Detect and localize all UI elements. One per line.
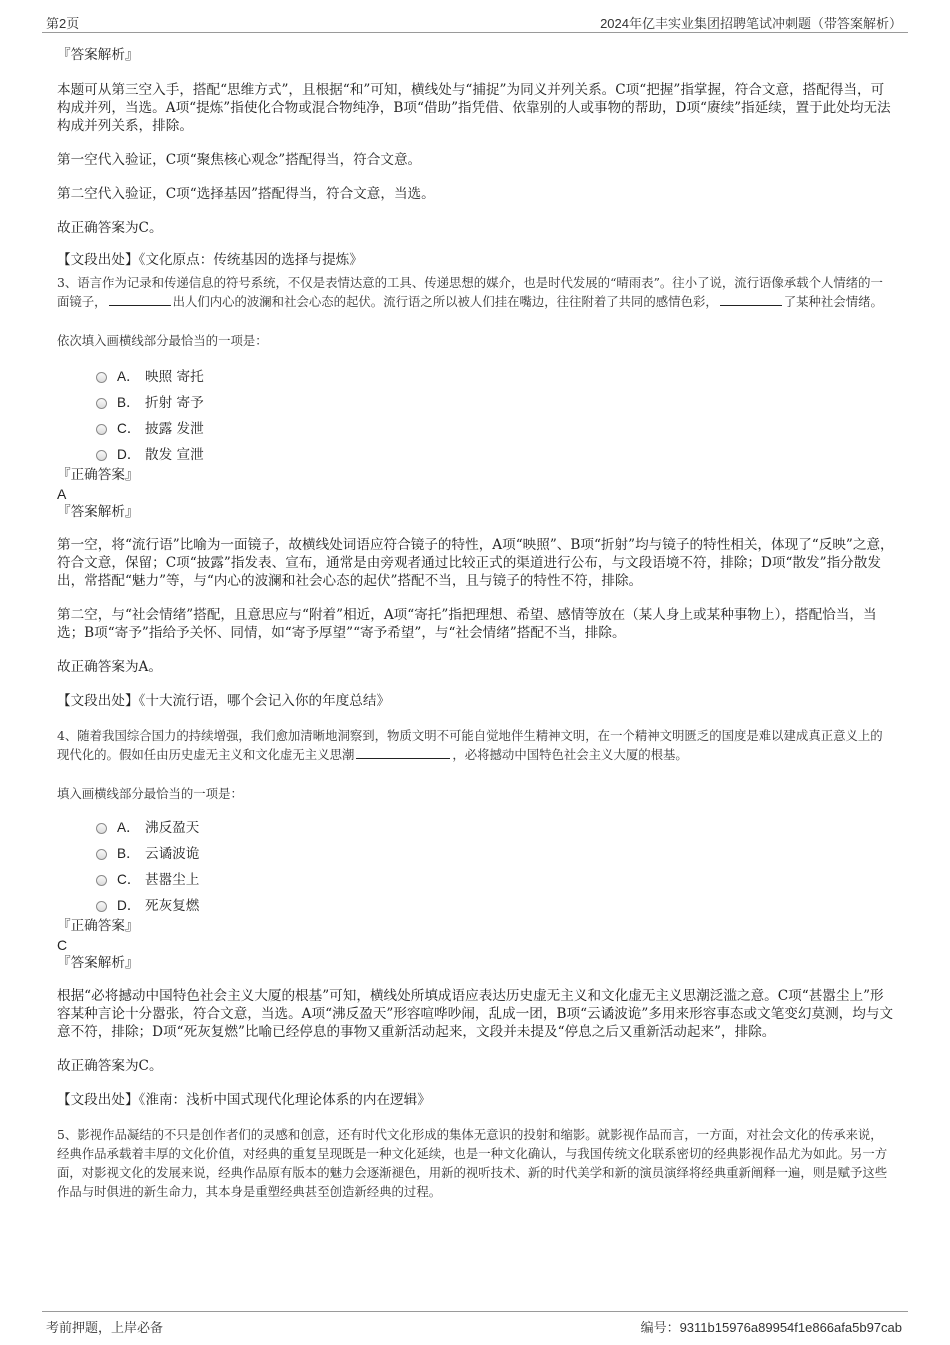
q4-options: [57, 813, 895, 917]
q3-analysis-para2: 第二空，与“社会情绪”搭配，且意思应与“附着”相近，A项“寄托”指把理想、希望、感情等放在（某人身上或某种事物上），搭配恰当，当选；B项“寄予”指给予关怀、同情，如“寄予厚望”“寄予希望”，与“社会情绪”搭配不当，排除。: [57, 607, 877, 641]
footer-slogan: 考前押题，上岸必备: [46, 1320, 164, 1335]
q3-stem-part3: 了某种社会情绪。: [783, 294, 883, 309]
q3-stem-part1: 3、语言作为记录和传递信息的符号系统，不仅是表情达意的工具、传递思想的媒介，也是时代发展的“晴雨表”。往小了说，流行语像承载个人情绪的一面镜子，: [57, 275, 883, 309]
q3-correct-answer: A: [57, 486, 67, 502]
radio-icon[interactable]: [96, 398, 107, 409]
q3-analysis-label: 『答案解析』: [57, 504, 139, 520]
q4-prompt: 填入画横线部分最恰当的一项是：: [57, 786, 243, 801]
q5-stem: 5、影视作品凝结的不只是创作者们的灵感和创意，还有时代文化形成的集体无意识的投射和缩影。就影视作品而言，一方面，对社会文化的传承来说，经典作品承载着丰厚的文化价值，对经典的重复呈现既是一种文化延续，也是一种文化确认，与我国传统文化联系密切的经典影视作品尤为如此。另一方面，对影视文化的发展来说，经典作品原有版本的魅力会逐渐褪色，用新的视听技术、新的时代美学和新的演员演绎将经典重新阐释一遍，则是赋予这些作品与时俱进的新生命力，其本身是重塑经典甚至创造新经典的过程。: [57, 1127, 888, 1199]
q4-analysis-label: 『答案解析』: [57, 955, 139, 971]
q3-option-d[interactable]: D． 散发 宣泄: [96, 440, 895, 466]
q2-analysis-label: 『答案解析』: [57, 47, 139, 63]
radio-icon[interactable]: [96, 875, 107, 886]
q4-source: 【文段出处】《淮南：浅析中国式现代化理论体系的内在逻辑》: [57, 1092, 431, 1108]
radio-icon[interactable]: [96, 372, 107, 383]
q4-correct-label: 『正确答案』: [57, 918, 139, 934]
q3-option-a[interactable]: A． 映照 寄托: [96, 362, 895, 388]
radio-icon[interactable]: [96, 849, 107, 860]
page-footer: [42, 1311, 908, 1338]
q4-blank: [356, 745, 450, 759]
radio-icon[interactable]: [96, 424, 107, 435]
q4-analysis-para1: 根据“必将撼动中国特色社会主义大厦的根基”可知，横线处所填成语应表达历史虚无主义和文化虚无主义思潮泛滥之意。C项“甚嚣尘上”形容某种言论十分嚣张，符合文意，当选。A项“沸反盈天”形容喧哗吵闹，乱成一团，B项“云谲波诡”多用来形容事态或文笔变幻莫测，均与文意不符，排除；D项“死灰复燃”比喻已经停息的事物又重新活动起来，文段并未提及“停息之后又重新活动起来”，排除。: [57, 988, 894, 1040]
q3-options: [57, 362, 895, 466]
q2-analysis-para1: 本题可从第三空入手，搭配“思维方式”，且根据“和”可知，横线处与“捕捉”为同义并列关系。C项“把握”指掌握，符合文意，搭配得当，可构成并列，当选。A项“提炼”指使化合物或混合物纯净，B项“借助”指凭借、依靠别的人或事物的帮助，D项“赓续”指延续，置于此处均无法构成并列关系，排除。: [57, 82, 891, 134]
q3-option-c[interactable]: C． 披露 发泄: [96, 414, 895, 440]
q3-analysis-para1: 第一空，将“流行语”比喻为一面镜子，故横线处词语应符合镜子的特性，A项“映照”、B项“折射”均与镜子的特性相关，体现了“反映”之意，符合文意，保留；C项“披露”指发表、宣布，通常是由旁观者通过比较正式的渠道进行公布，与文段语境不符，排除；D项“散发”指分散发出，常搭配“魅力”等，与“内心的波澜和社会心态的起伏”搭配不当，且与镜子的特性不符，排除。: [57, 537, 894, 589]
page-number: 第2页: [46, 16, 80, 31]
q4-correct-answer: C: [57, 937, 68, 953]
q3-stem-part2: 出人们内心的波澜和社会心态的起伏。流行语之所以被人们挂在嘴边，往往附着了共同的感情色彩，: [172, 294, 718, 309]
radio-icon[interactable]: [96, 901, 107, 912]
radio-icon[interactable]: [96, 450, 107, 461]
q4-stem-part2: ，必将撼动中国特色社会主义大厦的根基。: [452, 747, 688, 762]
q4-stem-part1: 4、随着我国综合国力的持续增强，我们愈加清晰地洞察到，物质文明不可能自觉地伴生精神文明，在一个精神文明匮乏的国度是难以建成真正意义上的现代化的。假如任由历史虚无主义和文化虚无主义思潮: [57, 728, 883, 762]
q3-blank-2: [720, 292, 782, 306]
q3-prompt: 依次填入画横线部分最恰当的一项是：: [57, 333, 268, 348]
page-header: [42, 10, 908, 33]
q2-source: 【文段出处】《文化原点：传统基因的选择与提炼》: [57, 252, 363, 268]
q4-option-c[interactable]: C． 甚嚣尘上: [96, 865, 895, 891]
q4-option-d[interactable]: D． 死灰复燃: [96, 891, 895, 917]
q4-stem: [57, 726, 895, 764]
q2-conclusion: 故正确答案为C。: [57, 220, 163, 236]
q2-analysis-para3: 第二空代入验证，C项“选择基因”搭配得当，符合文意，当选。: [57, 186, 435, 202]
q4-conclusion: 故正确答案为C。: [57, 1058, 163, 1074]
document-code: 编号：9311b15976a89954f1e866afa5b97cab: [640, 1320, 902, 1335]
radio-icon[interactable]: [96, 823, 107, 834]
q2-analysis-para2: 第一空代入验证，C项“聚焦核心观念”搭配得当，符合文意。: [57, 152, 422, 168]
document-title: 2024年亿丰实业集团招聘笔试冲刺题（带答案解析）: [600, 16, 902, 31]
document-body: [57, 46, 895, 1201]
q3-stem: [57, 273, 895, 311]
q3-conclusion: 故正确答案为A。: [57, 659, 162, 675]
q3-option-b[interactable]: B． 折射 寄予: [96, 388, 895, 414]
q3-source: 【文段出处】《十大流行语，哪个会记入你的年度总结》: [57, 693, 391, 709]
q4-option-a[interactable]: A． 沸反盈天: [96, 813, 895, 839]
q4-option-b[interactable]: B． 云谲波诡: [96, 839, 895, 865]
q3-correct-label: 『正确答案』: [57, 467, 139, 483]
q3-blank-1: [109, 292, 171, 306]
